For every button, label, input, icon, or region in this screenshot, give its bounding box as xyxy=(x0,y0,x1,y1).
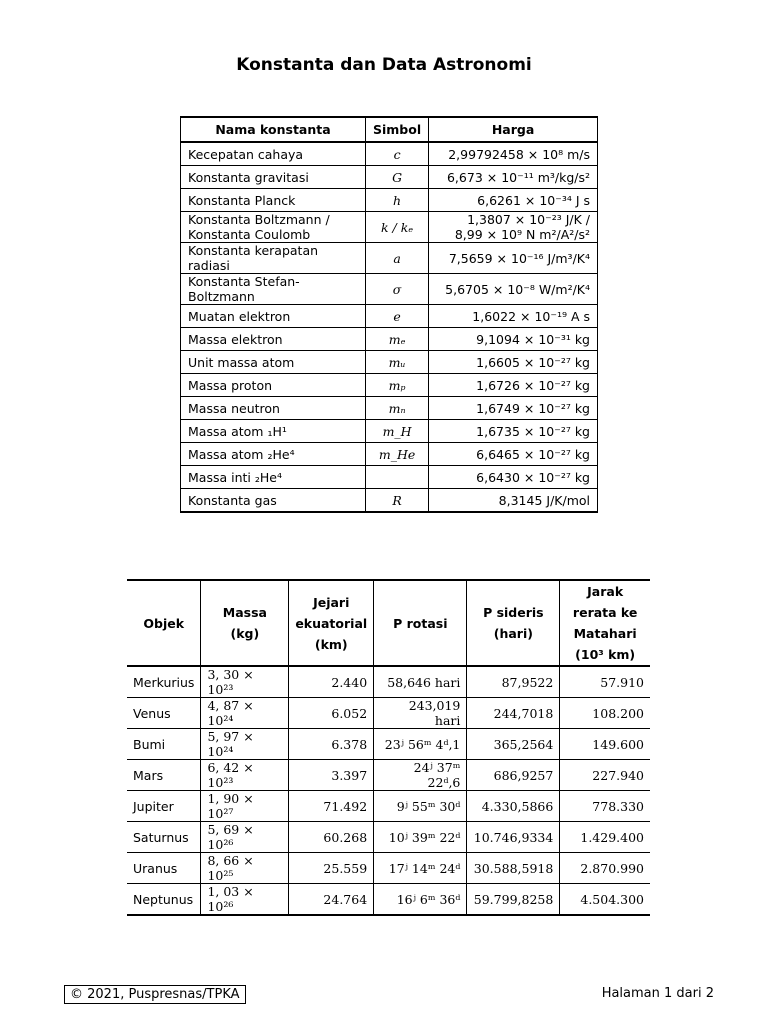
constant-name: Massa atom ₂He⁴ xyxy=(181,443,366,466)
constant-name: Unit massa atom xyxy=(181,351,366,374)
col-header-sidereal: P sideris (hari) xyxy=(467,580,560,666)
planet-sid: 87,9522 xyxy=(467,666,560,698)
planet-obj: Neptunus xyxy=(127,884,201,916)
constant-name: Massa proton xyxy=(181,374,366,397)
constant-value: 5,6705 × 10⁻⁸ W/m²/K⁴ xyxy=(429,274,598,305)
planet-obj: Merkurius xyxy=(127,666,201,698)
planet-dist: 1.429.400 xyxy=(560,822,650,853)
constant-name: Massa neutron xyxy=(181,397,366,420)
constant-symbol: h xyxy=(366,189,429,212)
planet-dist: 2.870.990 xyxy=(560,853,650,884)
col-header-mass: Massa (kg) xyxy=(201,580,289,666)
planet-data-table xyxy=(127,579,650,916)
table-row xyxy=(181,189,598,212)
constant-name: Konstanta Boltzmann / Konstanta Coulomb xyxy=(181,212,366,243)
col-header-value: Harga xyxy=(429,117,598,142)
planet-dist: 227.940 xyxy=(560,760,650,791)
planet-obj: Saturnus xyxy=(127,822,201,853)
table-row xyxy=(181,351,598,374)
constant-name: Kecepatan cahaya xyxy=(181,142,366,166)
planet-sid: 4.330,5866 xyxy=(467,791,560,822)
constant-name: Konstanta gas xyxy=(181,489,366,513)
constant-value: 2,99792458 × 10⁸ m/s xyxy=(429,142,598,166)
planet-radius: 25.559 xyxy=(289,853,374,884)
planet-radius: 2.440 xyxy=(289,666,374,698)
constant-symbol xyxy=(366,466,429,489)
table-row xyxy=(127,822,650,853)
constant-value: 1,3807 × 10⁻²³ J/K / 8,99 × 10⁹ N m²/A²/s² xyxy=(429,212,598,243)
planet-sid: 365,2564 xyxy=(467,729,560,760)
page-number: Halaman 1 dari 2 xyxy=(601,986,714,1001)
planet-radius: 24.764 xyxy=(289,884,374,916)
table-row xyxy=(127,666,650,698)
planet-dist: 778.330 xyxy=(560,791,650,822)
planet-rot: 58,646 hari xyxy=(374,666,467,698)
constant-value: 1,6749 × 10⁻²⁷ kg xyxy=(429,397,598,420)
table-row xyxy=(181,397,598,420)
table-row xyxy=(127,729,650,760)
planet-mass: 5, 97 × 10²⁴ xyxy=(201,729,289,760)
table-row xyxy=(181,243,598,274)
table-row xyxy=(181,489,598,513)
col-header-distance: Jarak rerata ke Matahari (10³ km) xyxy=(560,580,650,666)
planet-mass: 8, 66 × 10²⁵ xyxy=(201,853,289,884)
planet-sid: 59.799,8258 xyxy=(467,884,560,916)
constant-name: Konstanta Stefan-Boltzmann xyxy=(181,274,366,305)
planet-sid: 244,7018 xyxy=(467,698,560,729)
table-row xyxy=(181,212,598,243)
constant-symbol: mₑ xyxy=(366,328,429,351)
constant-symbol: mₙ xyxy=(366,397,429,420)
planet-radius: 60.268 xyxy=(289,822,374,853)
planet-mass: 6, 42 × 10²³ xyxy=(201,760,289,791)
constants-table xyxy=(180,116,598,513)
planet-rot: 243,019 hari xyxy=(374,698,467,729)
table-row xyxy=(181,305,598,328)
planet-sid: 30.588,5918 xyxy=(467,853,560,884)
planet-obj: Venus xyxy=(127,698,201,729)
table-row xyxy=(181,374,598,397)
planet-radius: 3.397 xyxy=(289,760,374,791)
constant-symbol: R xyxy=(366,489,429,513)
table-row xyxy=(181,443,598,466)
constant-symbol: σ xyxy=(366,274,429,305)
planet-dist: 108.200 xyxy=(560,698,650,729)
planet-obj: Uranus xyxy=(127,853,201,884)
constant-name: Konstanta gravitasi xyxy=(181,166,366,189)
planet-sid: 686,9257 xyxy=(467,760,560,791)
planet-rot: 17ʲ 14ᵐ 24ᵈ xyxy=(374,853,467,884)
table-row xyxy=(127,853,650,884)
constant-value: 1,6605 × 10⁻²⁷ kg xyxy=(429,351,598,374)
constant-name: Massa inti ₂He⁴ xyxy=(181,466,366,489)
constant-symbol: mᵤ xyxy=(366,351,429,374)
table-row xyxy=(181,466,598,489)
constant-value: 8,3145 J/K/mol xyxy=(429,489,598,513)
col-header-rotation: P rotasi xyxy=(374,580,467,666)
constant-symbol: mₚ xyxy=(366,374,429,397)
planet-obj: Jupiter xyxy=(127,791,201,822)
planet-mass: 1, 03 × 10²⁶ xyxy=(201,884,289,916)
planet-mass: 1, 90 × 10²⁷ xyxy=(201,791,289,822)
constant-name: Massa elektron xyxy=(181,328,366,351)
planet-rot: 9ʲ 55ᵐ 30ᵈ xyxy=(374,791,467,822)
planet-dist: 57.910 xyxy=(560,666,650,698)
table-row xyxy=(181,328,598,351)
planet-obj: Mars xyxy=(127,760,201,791)
col-header-object: Objek xyxy=(127,580,201,666)
planet-dist: 4.504.300 xyxy=(560,884,650,916)
constant-symbol: a xyxy=(366,243,429,274)
table-row xyxy=(127,791,650,822)
table-row xyxy=(181,142,598,166)
planet-radius: 71.492 xyxy=(289,791,374,822)
constant-symbol: e xyxy=(366,305,429,328)
constant-value: 6,673 × 10⁻¹¹ m³/kg/s² xyxy=(429,166,598,189)
planet-rot: 10ʲ 39ᵐ 22ᵈ xyxy=(374,822,467,853)
constant-value: 1,6735 × 10⁻²⁷ kg xyxy=(429,420,598,443)
col-header-name: Nama konstanta xyxy=(181,117,366,142)
table-row xyxy=(181,274,598,305)
copyright-footer: © 2021, Puspresnas/TPKA xyxy=(64,985,246,1004)
constant-name: Muatan elektron xyxy=(181,305,366,328)
constant-symbol: G xyxy=(366,166,429,189)
constant-name: Konstanta kerapatan radiasi xyxy=(181,243,366,274)
table-row xyxy=(127,698,650,729)
table-row xyxy=(127,884,650,916)
constant-value: 6,6261 × 10⁻³⁴ J s xyxy=(429,189,598,212)
table-row xyxy=(127,760,650,791)
planet-mass: 3, 30 × 10²³ xyxy=(201,666,289,698)
planet-dist: 149.600 xyxy=(560,729,650,760)
constant-value: 7,5659 × 10⁻¹⁶ J/m³/K⁴ xyxy=(429,243,598,274)
constant-symbol: c xyxy=(366,142,429,166)
planet-radius: 6.378 xyxy=(289,729,374,760)
planet-radius: 6.052 xyxy=(289,698,374,729)
constant-value: 6,6465 × 10⁻²⁷ kg xyxy=(429,443,598,466)
planet-mass: 4, 87 × 10²⁴ xyxy=(201,698,289,729)
constant-symbol: k / kₑ xyxy=(366,212,429,243)
planet-rot: 23ʲ 56ᵐ 4ᵈ,1 xyxy=(374,729,467,760)
constant-symbol: m_He xyxy=(366,443,429,466)
constant-value: 1,6726 × 10⁻²⁷ kg xyxy=(429,374,598,397)
constant-value: 9,1094 × 10⁻³¹ kg xyxy=(429,328,598,351)
table-row xyxy=(181,166,598,189)
col-header-symbol: Simbol xyxy=(366,117,429,142)
constant-name: Massa atom ₁H¹ xyxy=(181,420,366,443)
constant-value: 1,6022 × 10⁻¹⁹ A s xyxy=(429,305,598,328)
planet-sid: 10.746,9334 xyxy=(467,822,560,853)
table-row xyxy=(181,420,598,443)
col-header-radius: Jejari ekuatorial (km) xyxy=(289,580,374,666)
planet-rot: 24ʲ 37ᵐ 22ᵈ,6 xyxy=(374,760,467,791)
constant-value: 6,6430 × 10⁻²⁷ kg xyxy=(429,466,598,489)
page-title: Konstanta dan Data Astronomi xyxy=(236,55,532,75)
planet-obj: Bumi xyxy=(127,729,201,760)
constant-name: Konstanta Planck xyxy=(181,189,366,212)
constant-symbol: m_H xyxy=(366,420,429,443)
planet-mass: 5, 69 × 10²⁶ xyxy=(201,822,289,853)
planet-rot: 16ʲ 6ᵐ 36ᵈ xyxy=(374,884,467,916)
